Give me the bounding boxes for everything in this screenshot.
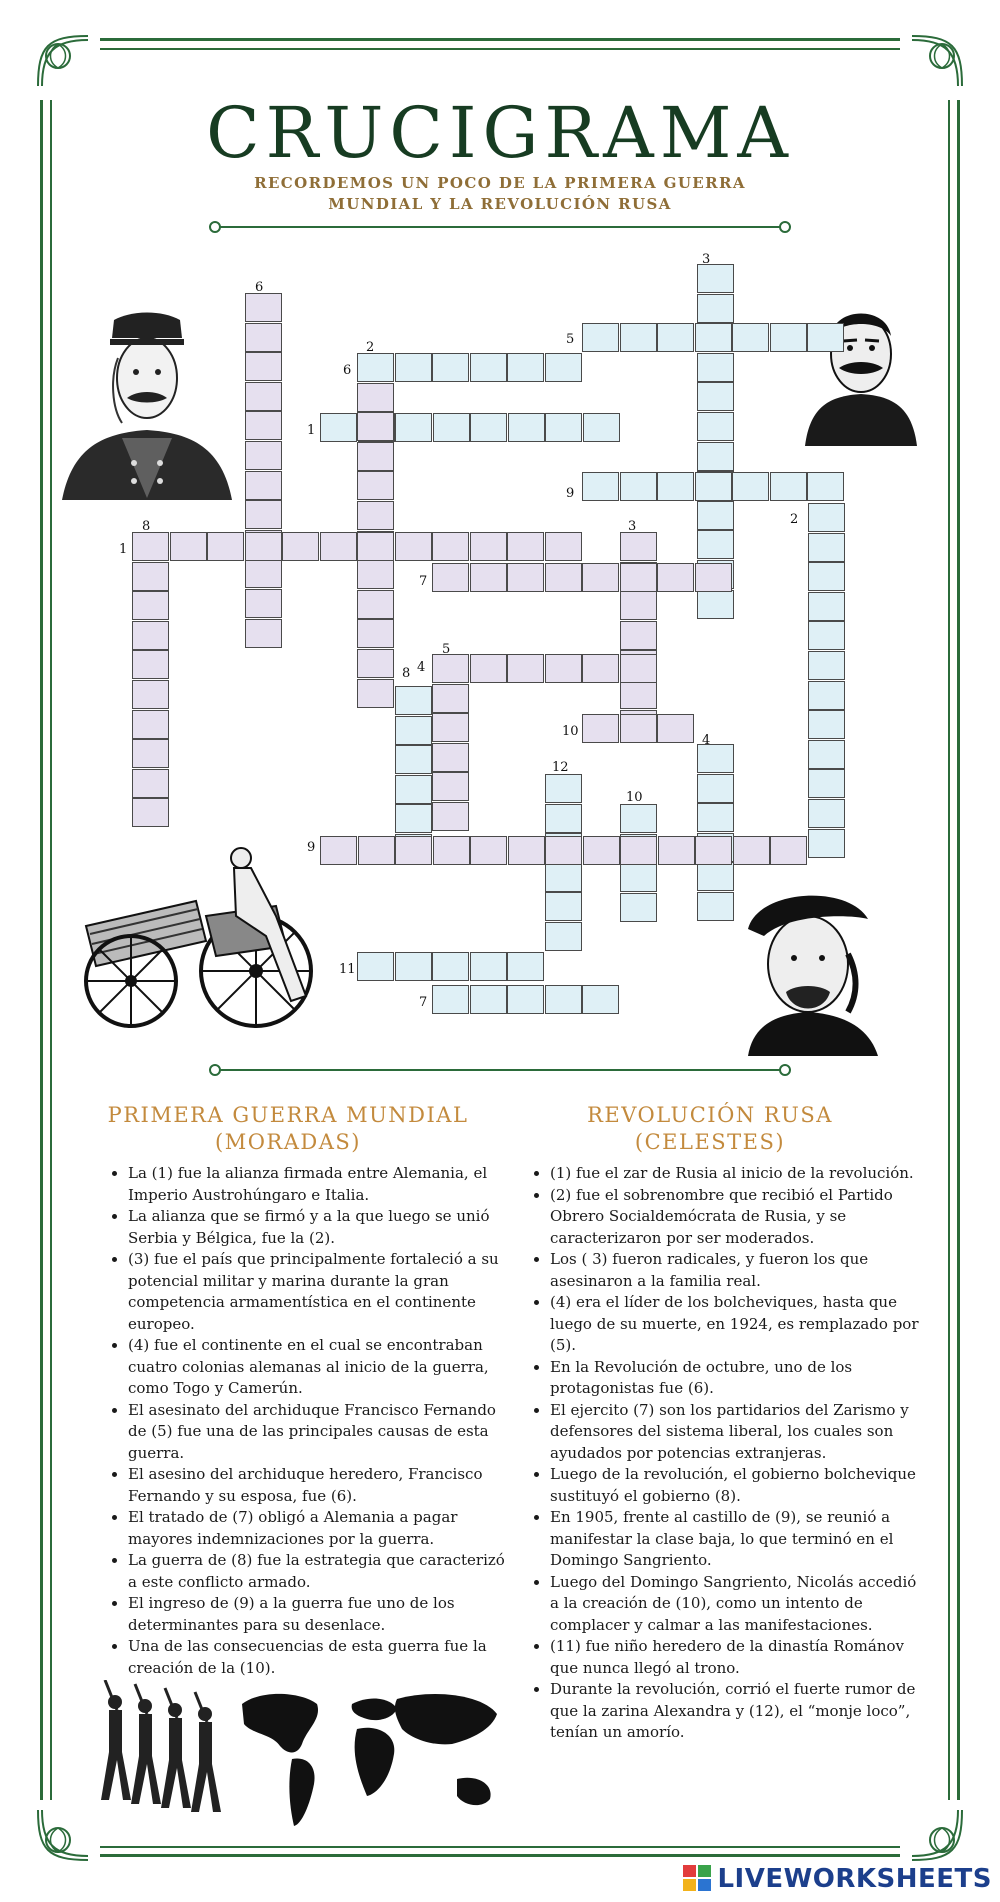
clue-number-blue-12: 12	[552, 760, 569, 775]
border-bottom-outer	[100, 1854, 900, 1857]
right-column-title	[510, 1102, 910, 1156]
crossword-cell[interactable]	[395, 836, 432, 865]
crossword-cell[interactable]	[470, 836, 507, 865]
clue-number-purple-7: 7	[419, 574, 428, 589]
right-clue-item: • Los ( 3) fueron radicales, y fueron los que asesinaron a la familia real.	[550, 1249, 920, 1292]
crossword-cell[interactable]	[808, 799, 845, 828]
crossword-cell[interactable]	[245, 532, 282, 561]
clue-number-purple-1: 1	[119, 542, 128, 557]
crossword-cell[interactable]	[697, 501, 734, 530]
crossword-cell[interactable]	[657, 472, 694, 501]
crossword-cell[interactable]	[357, 679, 394, 708]
crossword-cell[interactable]	[395, 804, 432, 833]
clue-number-blue-4: 4	[702, 733, 711, 748]
crossword-cell[interactable]	[507, 952, 544, 981]
right-clue-item: • (4) era el líder de los bolcheviques, hasta que luego de su muerte, en 1924, es remplazado por (5).	[550, 1292, 920, 1357]
left-clue-item: • El ingreso de (9) a la guerra fue uno de los determinantes para su desenlace.	[128, 1593, 510, 1636]
crossword-cell[interactable]	[695, 323, 732, 352]
crossword-cell[interactable]	[808, 592, 845, 621]
crossword-cell[interactable]	[582, 985, 619, 1014]
crossword-cell[interactable]	[620, 836, 657, 865]
crossword-cell[interactable]	[357, 590, 394, 619]
crossword-cell[interactable]	[357, 471, 394, 500]
left-clue-item: • Una de las consecuencias de esta guerra fue la creación de la (10).	[128, 1636, 510, 1679]
crossword-cell[interactable]	[132, 798, 169, 827]
crossword-cell[interactable]	[697, 353, 734, 382]
crossword-cell[interactable]	[357, 532, 394, 561]
crossword-cell[interactable]	[697, 590, 734, 619]
crossword-cell[interactable]	[432, 563, 469, 592]
crossword-cell[interactable]	[132, 769, 169, 798]
crossword-cell[interactable]	[245, 293, 282, 322]
crossword-cell[interactable]	[245, 471, 282, 500]
crossword-cell[interactable]	[432, 654, 469, 683]
clue-number-blue-5: 5	[566, 332, 575, 347]
crossword-cell[interactable]	[432, 532, 469, 561]
crossword-cell[interactable]	[697, 442, 734, 471]
crossword-cell[interactable]	[808, 533, 845, 562]
crossword-cell[interactable]	[245, 382, 282, 411]
clue-number-blue-11: 11	[339, 962, 356, 977]
clue-number-purple-5: 5	[442, 642, 451, 657]
crossword-cell[interactable]	[432, 952, 469, 981]
crossword-cell[interactable]	[620, 532, 657, 561]
clue-number-blue-8: 8	[402, 666, 411, 681]
crossword-cell[interactable]	[697, 412, 734, 441]
crossword-cell[interactable]	[245, 323, 282, 352]
crossword-cell[interactable]	[132, 739, 169, 768]
crossword-cell[interactable]	[697, 774, 734, 803]
crossword-cell[interactable]	[432, 772, 469, 801]
left-clue-item: • (4) fue el continente en el cual se encontraban cuatro colonias alemanas al inicio de la guerra, como Togo y Camerún.	[128, 1335, 510, 1400]
crossword-cell[interactable]	[808, 710, 845, 739]
crossword-cell[interactable]	[697, 264, 734, 293]
left-column-title-line-1: PRIMERA GUERRA MUNDIAL	[107, 1103, 469, 1127]
crossword-cell[interactable]	[808, 681, 845, 710]
crossword-cell[interactable]	[657, 563, 694, 592]
crossword-cell[interactable]	[470, 563, 507, 592]
crossword-cell[interactable]	[657, 714, 694, 743]
crossword-cell[interactable]	[620, 591, 657, 620]
crossword-cell[interactable]	[432, 353, 469, 382]
clue-number-blue-9: 9	[566, 486, 575, 501]
crossword-cell[interactable]	[732, 323, 769, 352]
crossword-cell[interactable]	[658, 836, 695, 865]
crossword-cell[interactable]	[582, 714, 619, 743]
crossword-cell[interactable]	[770, 323, 807, 352]
crossword-cell[interactable]	[695, 836, 732, 865]
clue-number-purple-8: 8	[142, 519, 151, 534]
crossword-cell[interactable]	[395, 775, 432, 804]
corner-ornament-bottom-left	[28, 1800, 98, 1870]
crossword-cell[interactable]	[545, 774, 582, 803]
crossword-cell[interactable]	[245, 589, 282, 618]
border-bottom-inner	[100, 1846, 900, 1848]
crossword-cell[interactable]	[357, 412, 394, 441]
right-clue-item: • El ejercito (7) son los partidarios del Zarismo y defensores del sistema liberal, los cuales son ayudados por potencias extranjeras.	[550, 1400, 920, 1465]
left-clue-item: • El asesino del archiduque heredero, Francisco Fernando y su esposa, fue (6).	[128, 1464, 510, 1507]
crossword-cell[interactable]	[132, 710, 169, 739]
left-clue-list	[106, 1163, 510, 1679]
crossword-cell[interactable]	[507, 353, 544, 382]
crossword-cell[interactable]	[470, 985, 507, 1014]
crossword-cell[interactable]	[357, 952, 394, 981]
crossword-cell[interactable]	[545, 353, 582, 382]
crossword-cell[interactable]	[432, 713, 469, 742]
crossword-cell[interactable]	[132, 532, 169, 561]
crossword-cell[interactable]	[507, 532, 544, 561]
crossword-cell[interactable]	[470, 952, 507, 981]
crossword-cell[interactable]	[507, 985, 544, 1014]
crossword-cell[interactable]	[395, 532, 432, 561]
right-clue-item: • (2) fue el sobrenombre que recibió el Partido Obrero Socialdemócrata de Rusia, y se caracterizaron por ser moderados.	[550, 1185, 920, 1250]
crossword-cell[interactable]	[395, 745, 432, 774]
left-clue-item: • La guerra de (8) fue la estrategia que caracterizó a este conflicto armado.	[128, 1550, 510, 1593]
crossword-cell[interactable]	[620, 680, 657, 709]
crossword-cell[interactable]	[808, 829, 845, 858]
marching-soldiers-illustration	[95, 1680, 235, 1828]
crossword-cell[interactable]	[620, 863, 657, 892]
crossword-cell[interactable]	[620, 621, 657, 650]
left-clue-item: • El tratado de (7) obligó a Alemania a pagar mayores indemnizaciones por la guerra.	[128, 1507, 510, 1550]
crossword-cell[interactable]	[357, 560, 394, 589]
right-clue-item: • En 1905, frente al castillo de (9), se reunió a manifestar la clase baja, lo que terminó en el Domingo Sangriento.	[550, 1507, 920, 1572]
crossword-cell[interactable]	[807, 472, 844, 501]
crossword-cell[interactable]	[357, 353, 394, 382]
crossword-cell[interactable]	[582, 654, 619, 683]
crossword-cell[interactable]	[132, 591, 169, 620]
crossword-cell[interactable]	[507, 654, 544, 683]
clue-number-blue-3: 3	[702, 252, 711, 267]
crossword-cell[interactable]	[245, 441, 282, 470]
crossword-cell[interactable]	[432, 684, 469, 713]
crossword-cell[interactable]	[432, 802, 469, 831]
crossword-cell[interactable]	[695, 563, 732, 592]
clue-number-blue-1: 1	[307, 423, 316, 438]
crossword-cell[interactable]	[620, 563, 657, 592]
crossword-cell[interactable]	[395, 413, 432, 442]
right-clue-item: • (11) fue niño heredero de la dinastía Románov que nunca llegó al trono.	[550, 1636, 920, 1679]
crossword-cell[interactable]	[357, 442, 394, 471]
crossword-cell[interactable]	[620, 654, 657, 683]
crossword-cell[interactable]	[545, 985, 582, 1014]
crossword-cell[interactable]	[697, 530, 734, 559]
crossword-cell[interactable]	[620, 472, 657, 501]
right-clue-item: • Luego del Domingo Sangriento, Nicolás accedió a la creación de (10), como un intento de complacer y calmar a las manifestaciones.	[550, 1572, 920, 1637]
crossword-cell[interactable]	[132, 621, 169, 650]
crossword-cell[interactable]	[545, 863, 582, 892]
crossword-cell[interactable]	[507, 563, 544, 592]
right-clue-item: • Luego de la revolución, el gobierno bolchevique sustituyó el gobierno (8).	[550, 1464, 920, 1507]
subtitle-line-1: RECORDEMOS UN POCO DE LA PRIMERA GUERRA	[254, 174, 746, 192]
crossword-cell[interactable]	[245, 411, 282, 440]
crossword-cell[interactable]	[508, 836, 545, 865]
crossword-cell[interactable]	[545, 413, 582, 442]
corner-ornament-bottom-right	[902, 1800, 972, 1870]
clue-number-blue-6: 6	[343, 363, 352, 378]
subtitle-line-2: MUNDIAL Y LA REVOLUCIÓN RUSA	[328, 195, 672, 213]
crossword-cell[interactable]	[470, 532, 507, 561]
right-column-title-line-2: (CELESTES)	[634, 1130, 786, 1154]
crossword-cell[interactable]	[357, 383, 394, 412]
left-clue-item: • La alianza que se firmó y a la que luego se unió Serbia y Bélgica, fue la (2).	[128, 1206, 510, 1249]
left-column-title-line-2: (MORADAS)	[215, 1130, 361, 1154]
crossword-cell[interactable]	[357, 619, 394, 648]
clue-number-blue-2-down: 2	[790, 512, 799, 527]
clue-number-purple-6: 6	[255, 280, 264, 295]
crossword-cell[interactable]	[582, 563, 619, 592]
crossword-cell[interactable]	[545, 836, 582, 865]
crossword-cell[interactable]	[582, 472, 619, 501]
clue-number-purple-4: 4	[417, 660, 426, 675]
crossword-cell[interactable]	[733, 836, 770, 865]
crossword-cell[interactable]	[132, 650, 169, 679]
clue-number-purple-10: 10	[562, 724, 579, 739]
crossword-cell[interactable]	[508, 413, 545, 442]
crossword-cell[interactable]	[697, 862, 734, 891]
crossword-cell[interactable]	[808, 651, 845, 680]
crossword-cell[interactable]	[620, 714, 657, 743]
crossword-cell[interactable]	[582, 323, 619, 352]
crossword-cell[interactable]	[320, 532, 357, 561]
crossword-cell[interactable]	[697, 803, 734, 832]
crossword-cell[interactable]	[245, 559, 282, 588]
crossword-cell[interactable]	[620, 804, 657, 833]
crossword-cell[interactable]	[132, 680, 169, 709]
crossword-cell[interactable]	[808, 769, 845, 798]
liveworksheets-logo[interactable]	[683, 1864, 992, 1894]
crossword-cell[interactable]	[620, 893, 657, 922]
liveworksheets-logo-text: LIVEWORKSHEETS	[717, 1864, 992, 1894]
world-map-illustration	[232, 1684, 508, 1834]
crossword-cell[interactable]	[545, 532, 582, 561]
left-clue-item: • La (1) fue la alianza firmada entre Alemania, el Imperio Austrohúngaro e Italia.	[128, 1163, 510, 1206]
crossword-cell[interactable]	[320, 413, 357, 442]
crossword-cell[interactable]	[433, 836, 470, 865]
crossword-cell[interactable]	[545, 654, 582, 683]
left-clue-item: • El asesinato del archiduque Francisco Fernando de (5) fue una de las principales causas de esta guerra.	[128, 1400, 510, 1465]
crossword-cell[interactable]	[732, 472, 769, 501]
crossword-cell[interactable]	[320, 836, 357, 865]
crossword-cell[interactable]	[808, 740, 845, 769]
clue-number-blue-2: 2	[366, 340, 375, 355]
crossword-cell[interactable]	[807, 323, 844, 352]
crossword-cell[interactable]	[132, 562, 169, 591]
left-column-title	[88, 1102, 488, 1156]
clue-number-purple-3: 3	[628, 519, 637, 534]
crossword-cell[interactable]	[170, 532, 207, 561]
crossword-cell[interactable]	[357, 501, 394, 530]
clue-number-blue-10: 10	[626, 790, 643, 805]
crossword-cell[interactable]	[432, 985, 469, 1014]
crossword-cell[interactable]	[470, 654, 507, 683]
crossword-cell[interactable]	[620, 323, 657, 352]
crossword-cell[interactable]	[657, 323, 694, 352]
crossword-cell[interactable]	[770, 836, 807, 865]
crossword-cell[interactable]	[395, 716, 432, 745]
crossword-cell[interactable]	[808, 621, 845, 650]
crossword-cell[interactable]	[245, 619, 282, 648]
crossword-cell[interactable]	[697, 382, 734, 411]
left-clue-item: • (3) fue el país que principalmente fortaleció a su potencial militar y marina durante la gran competencia armamentística en el continente europeo.	[128, 1249, 510, 1335]
crossword-cell[interactable]	[245, 352, 282, 381]
crossword-cell[interactable]	[808, 562, 845, 591]
crossword-cell[interactable]	[545, 804, 582, 833]
right-column-title-line-1: REVOLUCIÓN RUSA	[587, 1103, 833, 1127]
page-title: CRUCIGRAMA	[206, 92, 794, 174]
crossword-cell[interactable]	[697, 294, 734, 323]
clue-number-purple-9: 9	[307, 840, 316, 855]
crossword-cell[interactable]	[545, 922, 582, 951]
crossword-cell[interactable]	[808, 503, 845, 532]
crossword-cell[interactable]	[695, 472, 732, 501]
liveworksheets-logo-icon	[683, 1865, 713, 1893]
crossword-cell[interactable]	[357, 649, 394, 678]
clue-number-blue-7: 7	[419, 995, 428, 1010]
middle-divider	[208, 1063, 792, 1077]
right-clue-item: • Durante la revolución, corrió el fuerte rumor de que la zarina Alexandra y (12), el “monje loco”, tenían un amorío.	[550, 1679, 920, 1744]
crossword-cell[interactable]	[583, 413, 620, 442]
crossword-cell[interactable]	[395, 952, 432, 981]
crossword-cell[interactable]	[545, 892, 582, 921]
right-clue-item: • En la Revolución de octubre, uno de los protagonistas fue (6).	[550, 1357, 920, 1400]
right-clue-item: • (1) fue el zar de Rusia al inicio de la revolución.	[550, 1163, 920, 1185]
crossword-cell[interactable]	[470, 353, 507, 382]
crossword-cell[interactable]	[245, 500, 282, 529]
crossword-cell[interactable]	[432, 743, 469, 772]
crossword-cell[interactable]	[207, 532, 244, 561]
crossword-cell[interactable]	[358, 836, 395, 865]
crossword-cell[interactable]	[395, 353, 432, 382]
crossword-cell[interactable]	[770, 472, 807, 501]
crossword-cell[interactable]	[395, 686, 432, 715]
crossword-cell[interactable]	[697, 744, 734, 773]
crossword-cell[interactable]	[433, 413, 470, 442]
crossword-cell[interactable]	[697, 892, 734, 921]
crossword-cell[interactable]	[470, 413, 507, 442]
right-clue-list	[528, 1163, 920, 1744]
crossword-cell[interactable]	[545, 563, 582, 592]
crossword-cell[interactable]	[282, 532, 319, 561]
crossword-cell[interactable]	[583, 836, 620, 865]
